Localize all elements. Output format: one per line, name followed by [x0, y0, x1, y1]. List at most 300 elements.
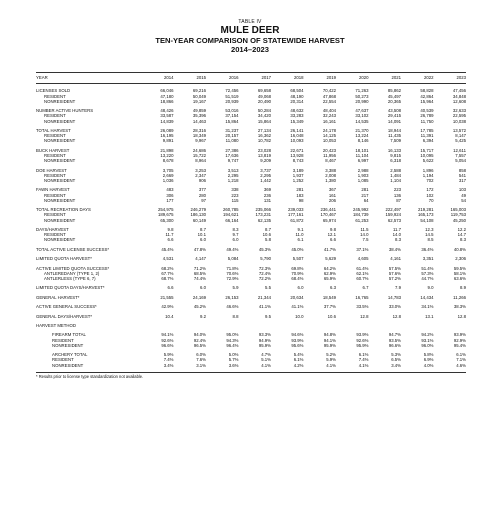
table-cell: 9.8	[167, 226, 174, 232]
table-cell: 8.8	[232, 313, 239, 319]
table-cell: 32,633	[452, 108, 466, 114]
table-cell: 47,180	[160, 93, 174, 99]
table-cell: 23,028	[257, 147, 271, 153]
table-cell: 8.3	[395, 237, 401, 243]
table-cell: 33.0%	[388, 304, 401, 310]
table-cell: 41.1%	[258, 304, 271, 310]
table-cell: 68.5%	[193, 270, 206, 276]
row-label: TOTAL ACTIVE LICENSE SUCCESS*	[36, 246, 109, 252]
table-cell: 72.9%	[226, 275, 239, 281]
table-cell: 48,404	[322, 108, 336, 114]
table-cell: 5,629	[325, 256, 336, 262]
table-cell: 9,891	[162, 138, 174, 144]
table-cell: 184,739	[352, 212, 369, 218]
year-range: 2014–2023	[230, 45, 269, 54]
table-cell: 11.0	[295, 232, 304, 238]
table-cell: 64.2%	[323, 265, 336, 271]
table-cell: 5,425	[455, 138, 466, 144]
table-cell: 62,573	[387, 217, 401, 223]
table-cell: 5.9%	[163, 352, 174, 358]
table-cell: 96.6%	[388, 342, 401, 348]
row-label: RESIDENT	[44, 152, 66, 158]
table-cell: 119,753	[450, 212, 466, 218]
table-cell: 165,173	[417, 212, 434, 218]
table-cell: 57.5%	[388, 265, 401, 271]
table-row	[36, 223, 466, 232]
table-cell: 31,237	[225, 127, 239, 133]
table-cell: 15,722	[192, 152, 206, 158]
table-cell: 5.2%	[326, 352, 336, 358]
row-label: RESIDENT	[44, 113, 66, 119]
table-cell: 9.2	[200, 313, 206, 319]
table-cell: 41.7%	[323, 246, 336, 252]
table-cell: 32,243	[322, 113, 336, 119]
table-cell: 1,104	[390, 177, 401, 183]
table-cell: 61.4%	[356, 265, 369, 271]
table-cell: 172	[426, 187, 434, 193]
table-cell: 2,988	[357, 167, 369, 173]
table-cell: 28,316	[192, 127, 206, 133]
table-cell: 22,554	[322, 98, 336, 104]
table-cell: 14,535	[355, 118, 369, 124]
table-cell: 3,513	[227, 167, 239, 173]
table-cell: 16,195	[160, 133, 174, 139]
table-cell: 369	[263, 187, 271, 193]
table-cell: 8.5	[427, 237, 434, 243]
table-cell: 702	[426, 177, 434, 183]
row-label: LIMITED QUOTA HARVEST*	[36, 256, 92, 262]
table-cell: 85,862	[387, 88, 401, 94]
footnote: * Results prior to license type standardization not available.	[36, 374, 144, 380]
table-cell: 170,467	[320, 212, 336, 218]
table-cell: 6.1%	[456, 352, 466, 358]
table-cell: 67.7%	[161, 270, 174, 276]
table-cell: 1,085	[357, 177, 369, 183]
table-cell: 15,864	[257, 118, 271, 124]
table-cell: 16,133	[387, 147, 401, 153]
table-cell: 14,125	[322, 133, 336, 139]
table-cell: 131	[263, 197, 271, 203]
table-cell: 37.7%	[323, 304, 336, 310]
table-cell: 11,080	[225, 138, 239, 144]
row-label: GENERAL DAYS/HARVEST*	[36, 313, 93, 319]
row-label: NONRESIDENT	[44, 217, 76, 223]
table-cell: 18,101	[355, 147, 369, 153]
table-cell: 95.0%	[226, 332, 239, 338]
table-cell: 1,896	[422, 167, 434, 173]
page-subtitle: TEN-YEAR COMPARISON OF STATEWIDE HARVEST	[155, 36, 345, 45]
table-cell: 1,442	[260, 177, 271, 183]
row-label: NONRESIDENT	[44, 118, 76, 124]
table-cell: 42,864	[420, 93, 434, 99]
table-cell: 18,944	[387, 127, 401, 133]
table-cell: 60.7%	[356, 275, 369, 281]
table-cell: 1,484	[390, 172, 401, 178]
table-cell: 254,975	[157, 207, 174, 213]
table-cell: 50,049	[192, 93, 206, 99]
table-cell: 36.4%	[421, 246, 434, 252]
table-cell: 5.4%	[293, 352, 304, 358]
table-cell: 26,153	[225, 294, 239, 300]
row-label: ANTLEREDANY (TYPE 1, 2)	[44, 270, 100, 276]
table-cell: 3,253	[195, 167, 206, 173]
table-cell: 6.1%	[293, 357, 304, 363]
row-label: ANTLERLESS (TYPE 6, 7)	[44, 275, 96, 281]
table-cell: 245,992	[352, 207, 369, 213]
table-cell: 62,135	[257, 217, 271, 223]
table-cell: 51,519	[225, 93, 239, 99]
table-cell: 42.9%	[161, 304, 174, 310]
table-cell: 1,937	[292, 172, 304, 178]
table-cell: 4,161	[390, 256, 401, 262]
table-cell: 93.9%	[291, 337, 304, 343]
table-cell: 20,990	[355, 98, 369, 104]
table-cell: 177	[166, 197, 174, 203]
table-cell: 6.9%	[423, 357, 434, 363]
page-title: MULE DEER	[220, 25, 280, 36]
table-cell: 96.0%	[421, 342, 434, 348]
table-cell: 12,611	[453, 147, 466, 153]
table-cell: 64	[363, 197, 369, 203]
table-cell: 20,634	[290, 294, 304, 300]
table-cell: 14,091	[387, 118, 401, 124]
table-cell: 47,456	[452, 88, 466, 94]
table-cell: 541	[458, 172, 466, 178]
table-cell: 223	[231, 192, 239, 198]
table-cell: 35,396	[192, 113, 206, 119]
table-cell: 22,595	[452, 113, 466, 119]
table-cell: 49,859	[192, 108, 206, 114]
table-cell: 4.6%	[456, 362, 466, 368]
table-cell: 6.0	[232, 237, 239, 243]
row-label: BUCK HARVEST	[36, 147, 70, 153]
table-cell	[304, 319, 337, 328]
table-cell: 37.1%	[356, 246, 369, 252]
table-cell: 4,147	[195, 256, 206, 262]
table-cell: 8.3	[460, 237, 466, 243]
table-cell: 65,974	[322, 217, 336, 223]
table-cell: 173,231	[255, 212, 271, 218]
row-label: NONRESIDENT	[52, 342, 84, 348]
table-cell: 45.3%	[258, 246, 271, 252]
table-cell: 95.9%	[258, 342, 271, 348]
harvest-table-container	[36, 72, 466, 379]
table-cell: 222,497	[385, 207, 401, 213]
table-cell: 53,016	[225, 108, 239, 114]
table-cell: 61,872	[290, 217, 304, 223]
table-cell: 40,539	[420, 108, 434, 114]
column-header-2016: 2016	[228, 75, 239, 80]
table-cell: 6.6	[330, 237, 336, 243]
row-label: LICENSES SOLD	[36, 88, 71, 94]
row-label: NONRESIDENT	[44, 158, 76, 164]
table-cell: 317	[458, 177, 466, 183]
table-cell: 70	[428, 197, 434, 203]
table-cell: 61,253	[355, 217, 369, 223]
table-cell: 102	[426, 192, 434, 198]
table-cell: 115	[231, 197, 239, 203]
table-cell: 306	[166, 192, 174, 198]
table-cell: 49.4%	[226, 246, 239, 252]
table-cell: 48,190	[290, 93, 304, 99]
table-cell: 2,669	[162, 172, 174, 178]
table-cell: 21,370	[355, 127, 369, 133]
table-cell: 136	[393, 192, 401, 198]
table-cell	[434, 319, 467, 328]
row-label: LIMITED QUOTA DAYS/HARVEST*	[36, 285, 105, 291]
table-cell: 165,003	[450, 207, 466, 213]
table-cell: 9,967	[195, 138, 206, 144]
table-row	[36, 281, 466, 290]
table-cell: 54	[461, 197, 466, 203]
table-row	[36, 144, 466, 153]
table-cell: 33,283	[290, 113, 304, 119]
row-label: RESIDENT	[44, 232, 66, 238]
table-cell: 72.3%	[258, 265, 271, 271]
table-cell: 93.3%	[258, 332, 271, 338]
table-cell: 17,636	[225, 152, 239, 158]
table-cell: 94.1%	[161, 332, 174, 338]
table-cell: 20,314	[290, 98, 304, 104]
table-cell: 9.5	[265, 313, 271, 319]
table-cell: 1,380	[325, 177, 336, 183]
table-cell: 6.6	[167, 237, 174, 243]
row-label: NONRESIDENT	[44, 138, 76, 144]
table-cell: 93.1%	[421, 337, 434, 343]
row-label: TOTAL RECREATION DAYS	[36, 207, 91, 213]
table-row	[36, 363, 466, 368]
table-cell: 14,434	[420, 294, 434, 300]
table-cell: 20,423	[322, 147, 336, 153]
table-cell: 72.4%	[258, 270, 271, 276]
table-cell: 27,134	[257, 127, 271, 133]
table-cell: 72.2%	[258, 275, 271, 281]
table-cell: 66,046	[160, 88, 174, 94]
column-header-2019: 2019	[326, 75, 336, 80]
table-cell: 34,420	[257, 113, 271, 119]
table-row	[36, 163, 466, 172]
table-cell: 58.1%	[453, 270, 466, 276]
table-cell: 12.8	[392, 313, 401, 319]
table-cell: 62.1%	[356, 270, 369, 276]
table-cell: 21,555	[160, 294, 174, 300]
table-cell: 11,391	[420, 133, 434, 139]
table-cell: 2,295	[260, 172, 271, 178]
table-cell: 70.9%	[291, 270, 304, 276]
table-cell: 159,924	[385, 212, 401, 218]
table-cell: 69,658	[257, 88, 271, 94]
table-cell: 12.1	[327, 232, 336, 238]
table-cell: 14,783	[387, 294, 401, 300]
table-row	[36, 319, 466, 328]
table-cell: 6.0	[200, 285, 206, 291]
table-cell: 47,637	[355, 108, 369, 114]
table-cell: 26,141	[290, 127, 304, 133]
table-cell: 14.5	[425, 232, 434, 238]
table-cell: 4.0%	[423, 362, 434, 368]
table-cell: 29,415	[387, 113, 401, 119]
table-cell: 18,866	[160, 98, 174, 104]
table-cell: 8,147	[455, 133, 466, 139]
table-cell: 18,349	[192, 133, 206, 139]
table-cell: 62.9%	[323, 270, 336, 276]
table-cell: 48,426	[160, 108, 174, 114]
table-row	[36, 183, 466, 192]
row-label: ACTIVE LIMITED QUOTA SUCCESS*	[36, 265, 110, 271]
table-cell: 68.4%	[291, 275, 304, 281]
table-cell: 1,903	[357, 172, 369, 178]
table-cell: 21,344	[257, 294, 271, 300]
table-cell: 43,508	[387, 108, 401, 114]
table-cell: 2,306	[455, 256, 466, 262]
table-cell: 92.4%	[193, 337, 206, 343]
table-cell: 3.6%	[228, 362, 239, 368]
table-cell: 9,747	[227, 158, 239, 164]
table-cell: 9.0	[427, 285, 434, 291]
row-label: HARVEST METHOD	[36, 322, 76, 328]
table-cell: 4.7%	[261, 352, 271, 358]
column-header-2014: 2014	[163, 75, 174, 80]
row-label: NONRESIDENT	[44, 177, 76, 183]
table-cell: 87	[396, 197, 401, 203]
table-cell: 2,588	[390, 167, 401, 173]
table-cell: 219,281	[417, 207, 434, 213]
table-cell: 24,686	[192, 147, 206, 153]
table-cell: 72,456	[225, 88, 239, 94]
table-cell: 6,394	[422, 138, 434, 144]
table-cell: 235,066	[255, 207, 271, 213]
table-cell: 6.5%	[391, 357, 401, 363]
table-cell: 74.4%	[193, 275, 206, 281]
row-label: RESIDENT	[44, 212, 66, 218]
table-cell: 3.4%	[391, 362, 401, 368]
column-header-2022: 2022	[423, 75, 434, 80]
table-cell: 70.6%	[226, 270, 239, 276]
table-cell: 34.1%	[421, 304, 434, 310]
table-cell: 94.6%	[291, 332, 304, 338]
table-cell: 6.1	[297, 237, 304, 243]
table-cell: 260,785	[222, 207, 239, 213]
table-cell: 6,997	[357, 158, 369, 164]
table-cell: 24,178	[322, 127, 336, 133]
table-cell: 65,300	[160, 217, 174, 223]
table-cell: 71.2%	[193, 265, 206, 271]
table-cell: 97	[201, 197, 206, 203]
table-cell: 68.2%	[161, 265, 174, 271]
table-cell: 3,351	[422, 256, 434, 262]
table-cell: 10,095	[420, 152, 434, 158]
table-cell: 7,509	[390, 138, 401, 144]
table-cell: 183	[296, 192, 304, 198]
table-cell: 11,750	[420, 118, 434, 124]
table-cell: 11,104	[355, 152, 369, 158]
table-cell: 9,815	[390, 152, 401, 158]
table-cell: 246,279	[190, 207, 206, 213]
table-cell: 103	[458, 187, 466, 193]
table-cell: 280	[198, 192, 206, 198]
column-header-year: YEAR	[36, 75, 48, 80]
table-cell: 94.3%	[226, 337, 239, 343]
table-body	[36, 84, 466, 368]
table-cell: 5.9%	[326, 357, 336, 363]
table-cell: 9.8	[330, 226, 336, 232]
table-cell: 3.1%	[196, 362, 206, 368]
row-label: RESIDENT	[44, 93, 66, 99]
table-cell: 4,605	[357, 256, 369, 262]
table-cell: 3,737	[260, 167, 271, 173]
table-cell: 239,033	[287, 207, 304, 213]
row-label: TOTAL HARVEST	[36, 127, 71, 133]
table-cell: 2,347	[195, 172, 206, 178]
row-label: NONRESIDENT	[44, 237, 76, 243]
table-cell	[206, 319, 239, 328]
table-cell: 10.6	[262, 232, 271, 238]
table-cell: 41.1%	[291, 304, 304, 310]
table-cell: 4.1%	[261, 362, 271, 368]
table-row	[36, 348, 466, 357]
table-cell: 1,036	[162, 177, 174, 183]
table-cell: 57.3%	[421, 270, 434, 276]
table-cell: 15,964	[420, 98, 434, 104]
table-cell: 20,939	[225, 98, 239, 104]
table-cell: 92.6%	[356, 337, 369, 343]
row-label: RESIDENT	[52, 357, 74, 363]
table-cell: 377	[198, 187, 206, 193]
table-cell: 206	[328, 197, 336, 203]
table-cell: 7.1%	[456, 357, 466, 363]
column-header-2021: 2021	[391, 75, 401, 80]
table-cell: 14.0	[360, 232, 369, 238]
table-cell: 96.4%	[226, 342, 239, 348]
table-cell: 96.5%	[193, 342, 206, 348]
table-cell: 9.7	[232, 232, 239, 238]
table-cell: 92.9%	[453, 337, 466, 343]
table-cell: 13,819	[257, 152, 271, 158]
table-cell: 12.2	[457, 226, 466, 232]
table-cell: 93.9%	[453, 332, 466, 338]
table-cell: 20,157	[225, 133, 239, 139]
row-label: ARCHERY TOTAL	[52, 352, 88, 358]
table-row	[36, 84, 466, 94]
table-cell: 12.8	[457, 313, 466, 319]
table-cell: 15,717	[420, 147, 434, 153]
table-cell: 14.0	[392, 232, 401, 238]
table-cell: 5.7%	[228, 357, 239, 363]
table-cell: 11,435	[388, 133, 401, 139]
table-cell: 68,504	[290, 88, 304, 94]
table-cell: 92.6%	[161, 337, 174, 343]
table-cell: 5.9	[232, 285, 239, 291]
table-row	[36, 261, 466, 270]
table-cell: 9,209	[260, 158, 271, 164]
table-cell: 2,295	[227, 172, 239, 178]
harvest-table	[36, 72, 466, 368]
table-cell: 7.4%	[163, 357, 174, 363]
table-cell: 49	[461, 192, 466, 198]
table-cell: 6.0	[297, 285, 304, 291]
row-label: NUMBER ACTIVE HUNTERS	[36, 108, 94, 114]
row-label: GENERAL HARVEST*	[36, 294, 80, 300]
table-cell: 10.4	[165, 313, 174, 319]
table-cell: 16,765	[355, 294, 369, 300]
table-row	[36, 328, 466, 337]
table-cell: 8.7	[265, 226, 271, 232]
table-cell: 48,632	[290, 108, 304, 114]
table-cell: 186,130	[190, 212, 206, 218]
table-cell: 50,273	[355, 93, 369, 99]
table-cell: 33,102	[355, 113, 369, 119]
row-label: RESIDENT	[44, 192, 66, 198]
